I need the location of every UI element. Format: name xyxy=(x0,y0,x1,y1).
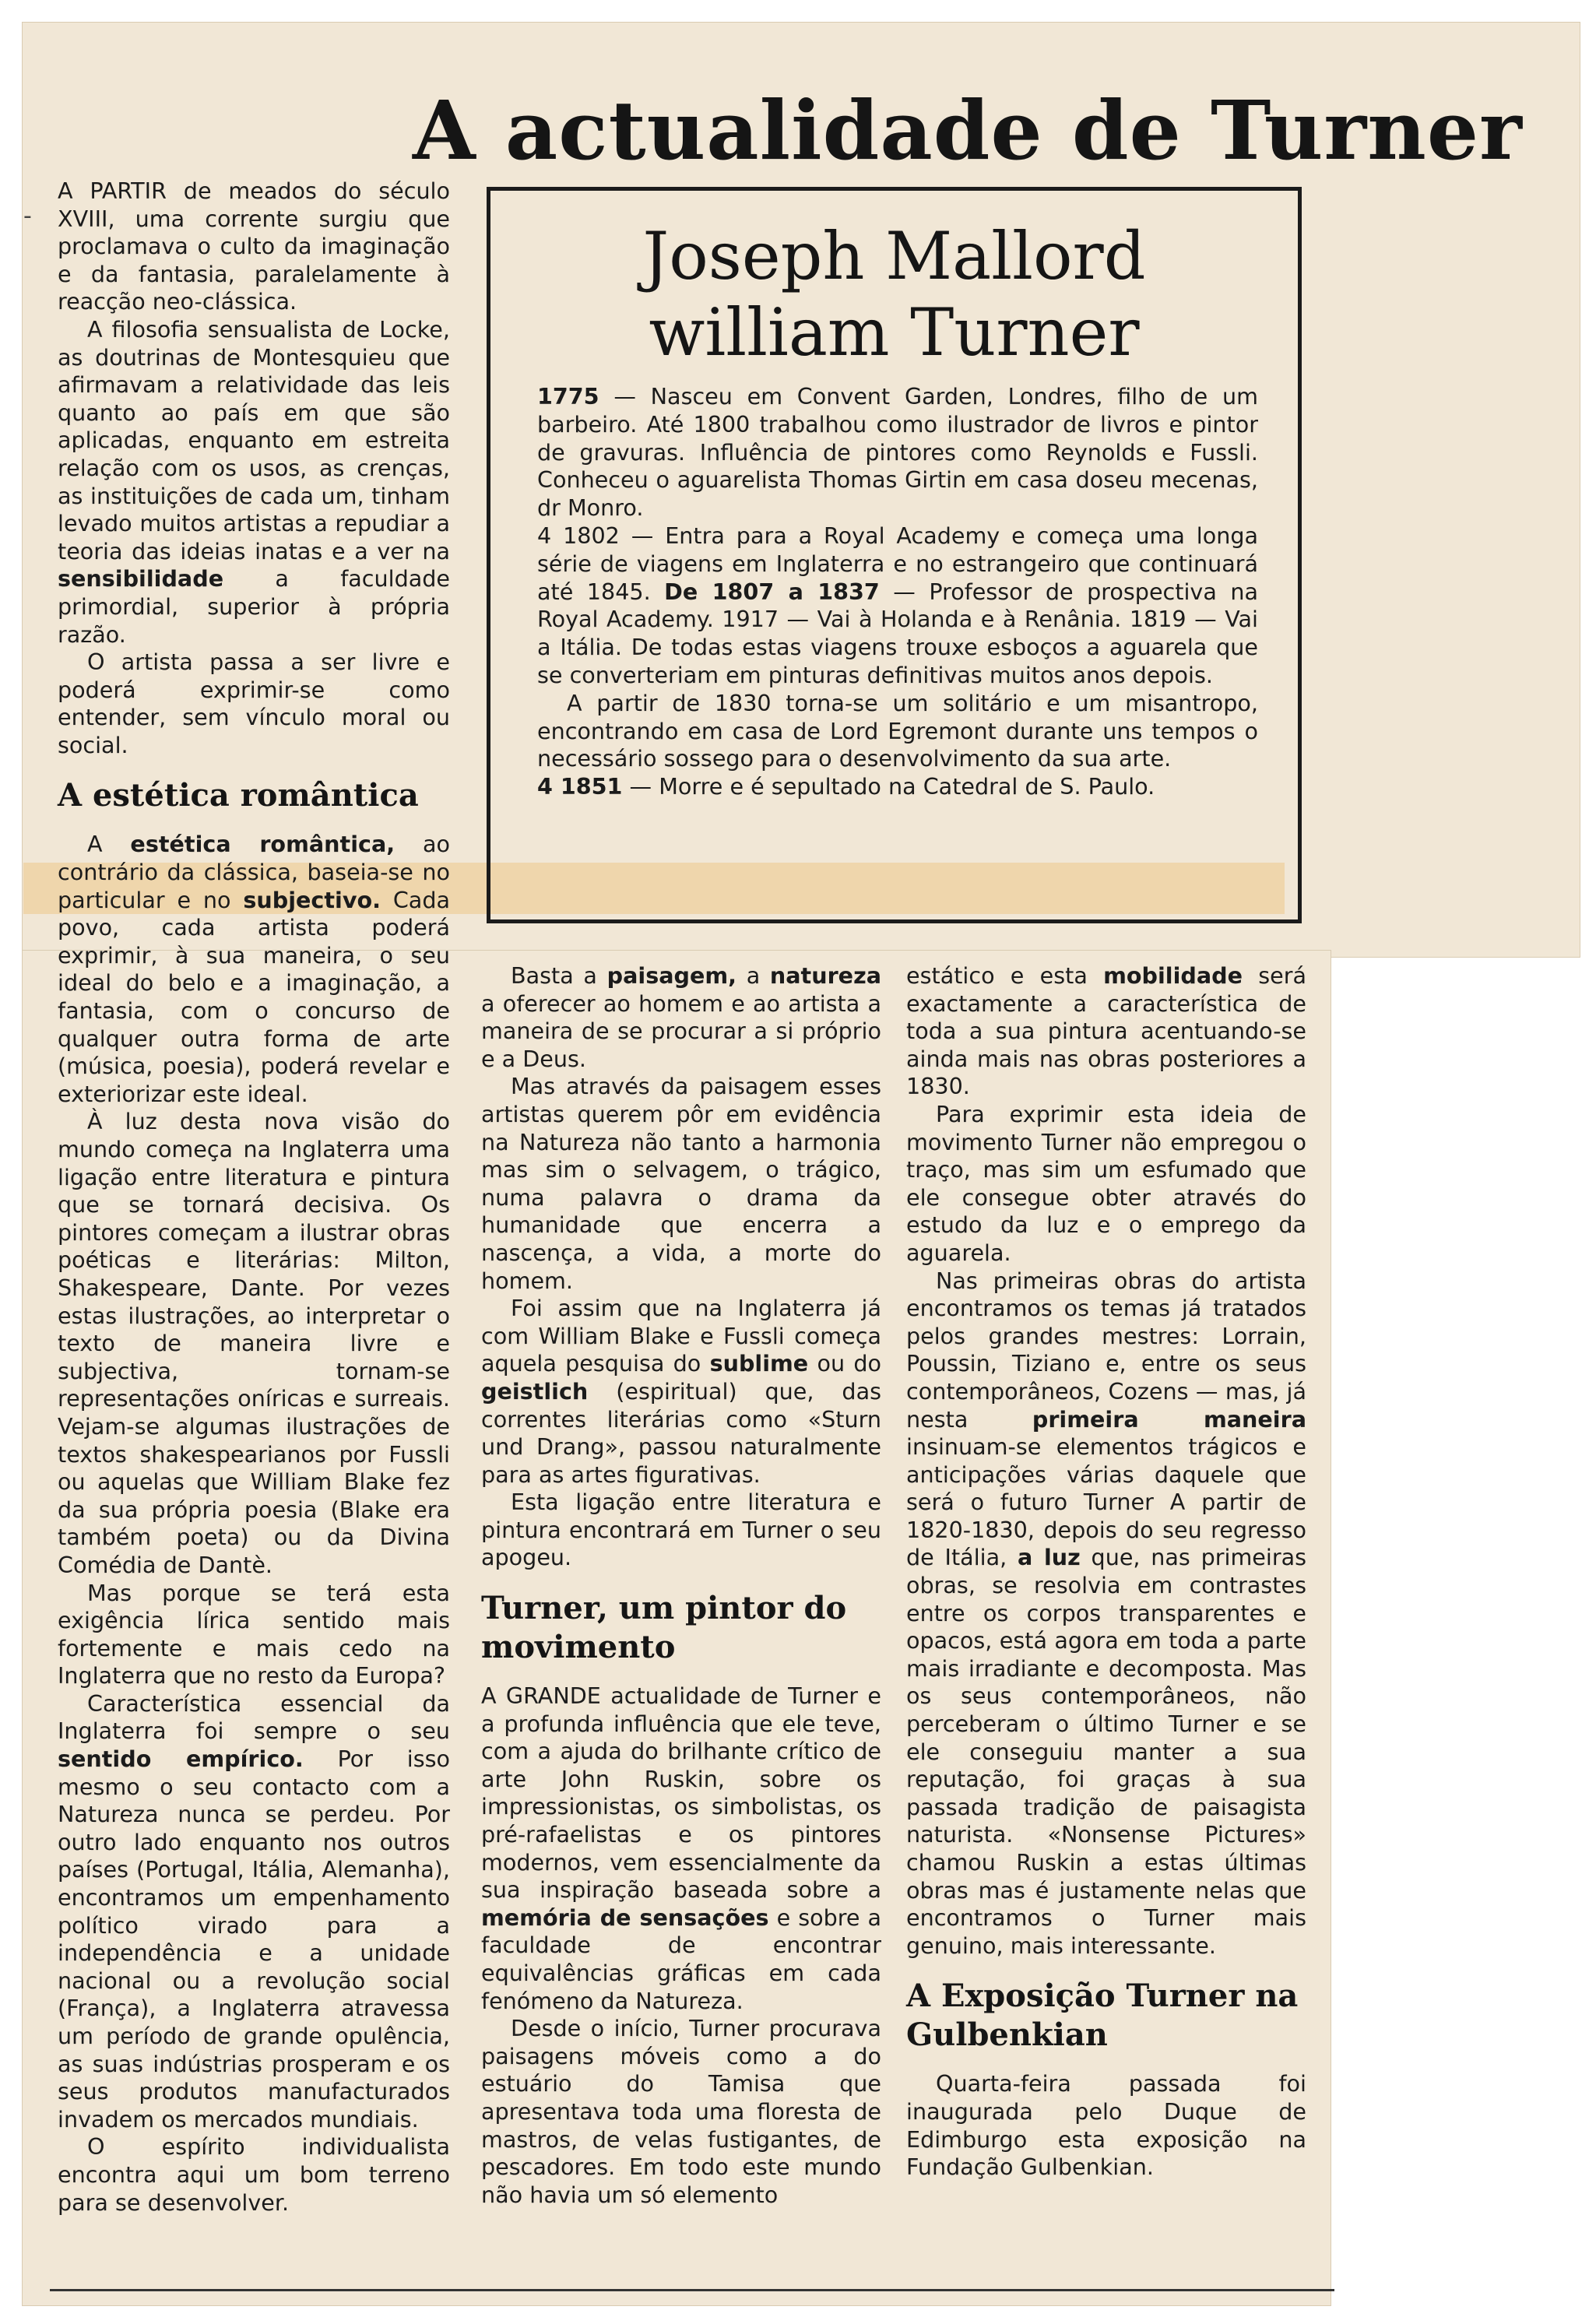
paragraph: Característica essencial da Inglaterra foi sempre o seu sentido empírico. Por isso mesmo o seu contacto com a Natureza nunca se perdeu. Por outro lado enquanto nos outros países (Portugal, Itália, Alemanha), encontramos um empenhamento político virado para a independência e a unidade nacional ou a revolução social (França), a Inglaterra atravessa um período de grande opulência, as suas indústrias prosperam e os seus produtos manufacturados invadem os mercados mundiais. xyxy=(58,1689,451,2132)
paragraph: À luz desta nova visão do mundo começa na Inglaterra uma ligação entre literatura e pintura que se tornará decisiva. Os pintores começam a ilustrar obras poéticas e literárias: Milton, Shakespeare, Dante. Por vezes estas ilustrações, ao interpretar o texto de maneira livre e subjectiva, tornam-se representações oníricas e surreais. Vejam-se algumas ilustrações de textos shakespearianos por Fussli ou aquelas que William Blake fez da sua própria poesia (Blake era também poeta) ou da Divina Comédia de Dantè. xyxy=(58,1108,450,1578)
timeline-entry: 4 1802 — Entra para a Royal Academy e começa uma longa série de viagens em Inglaterra e no estrangeiro que continuará até 1845. De 1807 a 1837 — Professor de prospectiva na Royal Academy. 1917 — Vai à Holanda e à Renânia. 1819 — Vai a Itália. De todas estas viagens trouxe esboços a aguarela que se converteriam em pinturas definitivas muitos anos depois. xyxy=(537,522,1258,688)
box-title-line: Joseph Mallord xyxy=(642,218,1146,294)
paragraph: Quarta-feira passada foi inaugurada pelo Duque de Edimburgo esta exposição na Fundação Gulbenkian. xyxy=(906,2070,1306,2181)
column-middle xyxy=(481,962,881,2209)
box-title xyxy=(487,218,1302,371)
paragraph: A GRANDE actualidade de Turner e a profunda influência que ele teve, com a ajuda do brilhante crítico de arte John Ruskin, sobre os impressionistas, os simbolistas, os pré-rafaelistas e os pintores modernos, vem essencialmente da sua inspiração baseada sobre a memória de sensações e sobre a faculdade de encontrar equivalências gráficas em cada fenómeno da Natureza. xyxy=(481,1682,881,2014)
margin-mark: - xyxy=(23,202,32,230)
paragraph: A PARTIR de meados do século XVIII, uma corrente surgiu que proclamava o culto da imaginação e da fantasia, paralelamente à reacção neo-clássica. xyxy=(58,178,450,315)
paragraph: estático e esta mobilidade será exactamente a característica de toda a sua pintura acentuando-se ainda mais nas obras posteriores a 1830. xyxy=(906,962,1306,1100)
paragraph: Para exprimir esta ideia de movimento Turner não empregou o traço, mas sim um esfumado que ele consegue obter através do estudo da luz e o emprego da aguarela. xyxy=(906,1100,1306,1266)
paragraph: O espírito individualista encontra aqui um bom terreno para se desenvolver. xyxy=(58,2133,450,2216)
timeline-entry: A partir de 1830 torna-se um solitário e um misantropo, encontrando em casa de Lord Egremont durante uns tempos o necessário sossego para o desenvolvimento da sua arte. xyxy=(537,689,1258,772)
column-right xyxy=(906,962,1306,2182)
paragraph: O artista passa a ser livre e poderá exprimir-se como entender, sem vínculo moral ou social. xyxy=(58,649,450,758)
paragraph: Esta ligação entre literatura e pintura encontrará em Turner o seu apogeu. xyxy=(481,1489,881,1571)
paragraph: A estética romântica, ao contrário da clássica, baseia-se no particular e no subjectivo. Cada povo, cada artista poderá exprimir, à sua maneira, o seu ideal do belo e a imaginação, a fantasia, com o concurso de qualquer outra forma de arte (música, poesia), poderá revelar e exteriorizar este ideal. xyxy=(58,831,450,1107)
paragraph: A filosofia sensualista de Locke, as doutrinas de Montesquieu que afirmavam a relatividade das leis quanto ao país em que são aplicadas, enquanto em estreita relação com os usos, as crenças, as instituições de cada um, tinham levado muitos artistas a repudiar a teoria das ideias inatas e a ver na sensibilidade a faculdade primordial, superior à própria razão. xyxy=(58,315,450,648)
timeline-entry: 4 1851 — Morre e é sepultado na Catedral de S. Paulo. xyxy=(537,773,1155,800)
box-body xyxy=(537,383,1258,801)
bottom-rule xyxy=(50,2289,1334,2291)
paragraph: Mas porque se terá esta exigência lírica sentido mais fortemente e mais cedo na Inglaterra que no resto da Europa? xyxy=(58,1579,450,1689)
paragraph: Nas primeiras obras do artista encontramos os temas já tratados pelos grandes mestres: Lorrain, Poussin, Tiziano e, entre os seus contemporâneos, Cozens — mas, já nesta primeira maneira insinuam-se elementos trágicos e anticipações várias daquele que será o futuro Turner A partir de 1820-1830, depois do seu regresso de Itália, a luz que, nas primeiras obras, se resolvia em contrastes entre os corpos transparentes e opacos, está agora em toda a parte mais irradiante e decomposta. Mas os seus contemporâneos, não perceberam o último Turner e se ele conseguiu manter a sua reputação, foi graças à sua passada tradição de paisagista naturista. «Nonsense Pictures» chamou Ruskin a estas últimas obras mas é justamente nelas que encontramos o Turner mais genuino, mais interessante. xyxy=(906,1267,1307,1959)
section-heading: Turner, um pintor do movimento xyxy=(481,1590,847,1666)
paragraph: Foi assim que na Inglaterra já com William Blake e Fussli começa aquela pesquisa do sublime ou do geistlich (espiritual) que, das correntes literárias como «Sturn und Drang», passou naturalmente para as artes figurativas. xyxy=(481,1295,881,1488)
column-left xyxy=(58,178,450,2217)
paragraph: Desde o início, Turner procurava paisagens móveis como a do estuário do Tamisa que apresentava toda uma floresta de mastros, de velas fustigantes, de pescadores. Em todo este mundo não havia um só elemento xyxy=(481,2015,881,2208)
paragraph: Mas através da paisagem esses artistas querem pôr em evidência na Natureza não tanto a harmonia mas sim o selvagem, o trágico, numa palavra o drama da humanidade que encerra a nascença, a vida, a morte do homem. xyxy=(481,1073,881,1294)
section-heading: A Exposição Turner na Gulbenkian xyxy=(906,1978,1299,2054)
paragraph: Basta a paisagem, a natureza a oferecer ao homem e ao artista a maneira de se procurar a si próprio e a Deus. xyxy=(481,962,882,1072)
section-heading: A estética romântica xyxy=(58,777,419,814)
headline: A actualidade de Turner xyxy=(413,82,1523,178)
timeline-entry: 1775 — Nasceu em Convent Garden, Londres, filho de um barbeiro. Até 1800 trabalhou como ilustrador de livros e pintor de gravuras. Influência de pintores como Reynolds e Fussli. Conheceu o aguarelista Thomas Girtin em casa doseu mecenas, dr Monro. xyxy=(537,383,1258,522)
box-title-line: william Turner xyxy=(649,294,1140,371)
